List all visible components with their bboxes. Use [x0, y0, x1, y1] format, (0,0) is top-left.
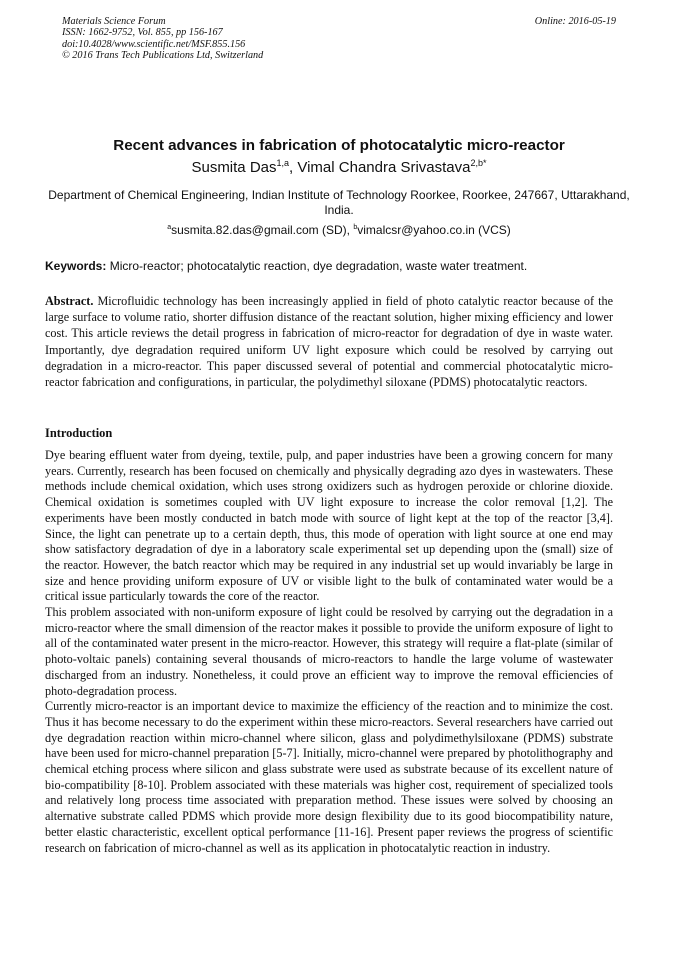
introduction-body: [45, 448, 613, 856]
author-list: [40, 158, 638, 176]
author-2-affil: 2,b*: [470, 158, 487, 168]
doi-line: doi:10.4028/www.scientific.net/MSF.855.156: [62, 38, 246, 50]
email-a: susmita.82.das@gmail.com (SD),: [171, 223, 354, 237]
keywords-label: Keywords:: [45, 259, 107, 273]
abstract-text: Microfluidic technology has been increasingly applied in field of photo catalytic reactor because of the large surface to volume ratio, shorter diffusion distance of the reactant solution, higher mixing efficiency and lower cost. This article reviews the detail progress in fabrication of micro-reactor for degradation of dye in waste water. Importantly, dye degradation required uniform UV light exposure which could be resolved by carrying out degradation in a micro-reactor. This paper discussed several of potential and commercial photocatalytic micro-reactor fabrication and configurations, in particular, the polydimethyl siloxane (PDMS) photocatalytic reactors.: [45, 294, 613, 390]
section-heading-introduction: Introduction: [45, 426, 113, 440]
intro-paragraph: This problem associated with non-uniform exposure of light could be resolved by carrying out the degradation in a micro-reactor where the small dimension of the reactor makes it possible to provide the uniform exposure of light to all of the contaminated water present in the micro-reactor. However, this strategy will require a flat-plate (similar of photo-voltaic panels) containing several thousands of micro-reactors to handle the large volume of wastewater discharged from an industry. Nonetheless, it could prove an efficient way to improve the removal efficiencies of photo-degradation process.: [45, 605, 613, 698]
author-1-affil: 1,a: [276, 158, 290, 168]
keywords: [45, 259, 635, 273]
journal-header: [62, 16, 442, 62]
author-emails: [44, 223, 634, 237]
abstract-label: Abstract.: [45, 294, 94, 308]
keywords-text: Micro-reactor; photocatalytic reaction, dye degradation, waste water treatment.: [106, 259, 528, 273]
author-separator: ,: [289, 159, 298, 176]
email-b: vimalcsr@yahoo.co.in (VCS): [357, 223, 511, 237]
journal-name: Materials Science Forum: [62, 16, 166, 27]
intro-paragraph: Dye bearing effluent water from dyeing, textile, pulp, and paper industries have been a growing concern for many years. Currently, research has been focused on chemically and physically degrading azo dyes in wastewaters. These methods include chemical oxidation, which uses strong oxidizers such as hydrogen peroxide or chlorine dioxide. Chemical oxidation is sometimes coupled with UV light exposure to increase the color removal [1,2]. The experiments have been mostly conducted in batch mode with source of light kept at the top of the reactor [3,4]. Since, the light can penetrate up to a certain depth, thus, this mode of operation with light source at one end may show satisfactory degradation of dye in a laboratory scale experimental set up depending upon the (small) size of the reactor. However, the batch reactor which may be required in any industrial set up would invariably be large in size and hence providing uniform exposure of UV or visible light to the bulk of contaminated water would be a critical issue particularly towards the core of the reactor.: [45, 448, 613, 604]
affiliation: Department of Chemical Engineering, Indian Institute of Technology Roorkee, Roorkee, 247667, Uttarakhand, India.: [48, 188, 630, 217]
author-1: Susmita Das: [191, 159, 277, 176]
online-date: Online: 2016-05-19: [534, 16, 616, 27]
abstract: [45, 293, 613, 390]
paper-title: Recent advances in fabrication of photocatalytic micro-reactor: [113, 137, 565, 154]
email-b-marker: b: [353, 224, 358, 231]
copyright-line: © 2016 Trans Tech Publications Ltd, Switzerland: [62, 50, 264, 62]
issn-line: ISSN: 1662-9752, Vol. 855, pp 156-167: [62, 27, 223, 39]
author-2: Vimal Chandra Srivastava: [297, 159, 471, 176]
intro-paragraph: Currently micro-reactor is an important device to maximize the efficiency of the reaction and to minimize the cost. Thus it has become necessary to do the experiment within these micro-reactors. Several researchers have carried out dye degradation reaction within micro-channel where silicon, glass and polydimethylsiloxane (PDMS) substrate have been used for micro-channel preparation [5-7]. Initially, micro-channel were prepared by photolithography and chemical etching process where silicon and glass substrate were used as substrate because of its excellent nature of bio-compatibility [8-10]. Problem associated with these materials was higher cost, requirement of specialized tools and relatively long process time associated with preparation method. These issues were solved by choosing an alternative substrate called PDMS which provide more design flexibility due to its good biocompatibility nature, better elastic characteristic, excellent optical performance [11-16]. Present paper reviews the progress of scientific research on fabrication of micro-channel as well as its application in photocatalytic reaction in industry.: [45, 699, 613, 855]
email-a-marker: a: [167, 224, 172, 231]
